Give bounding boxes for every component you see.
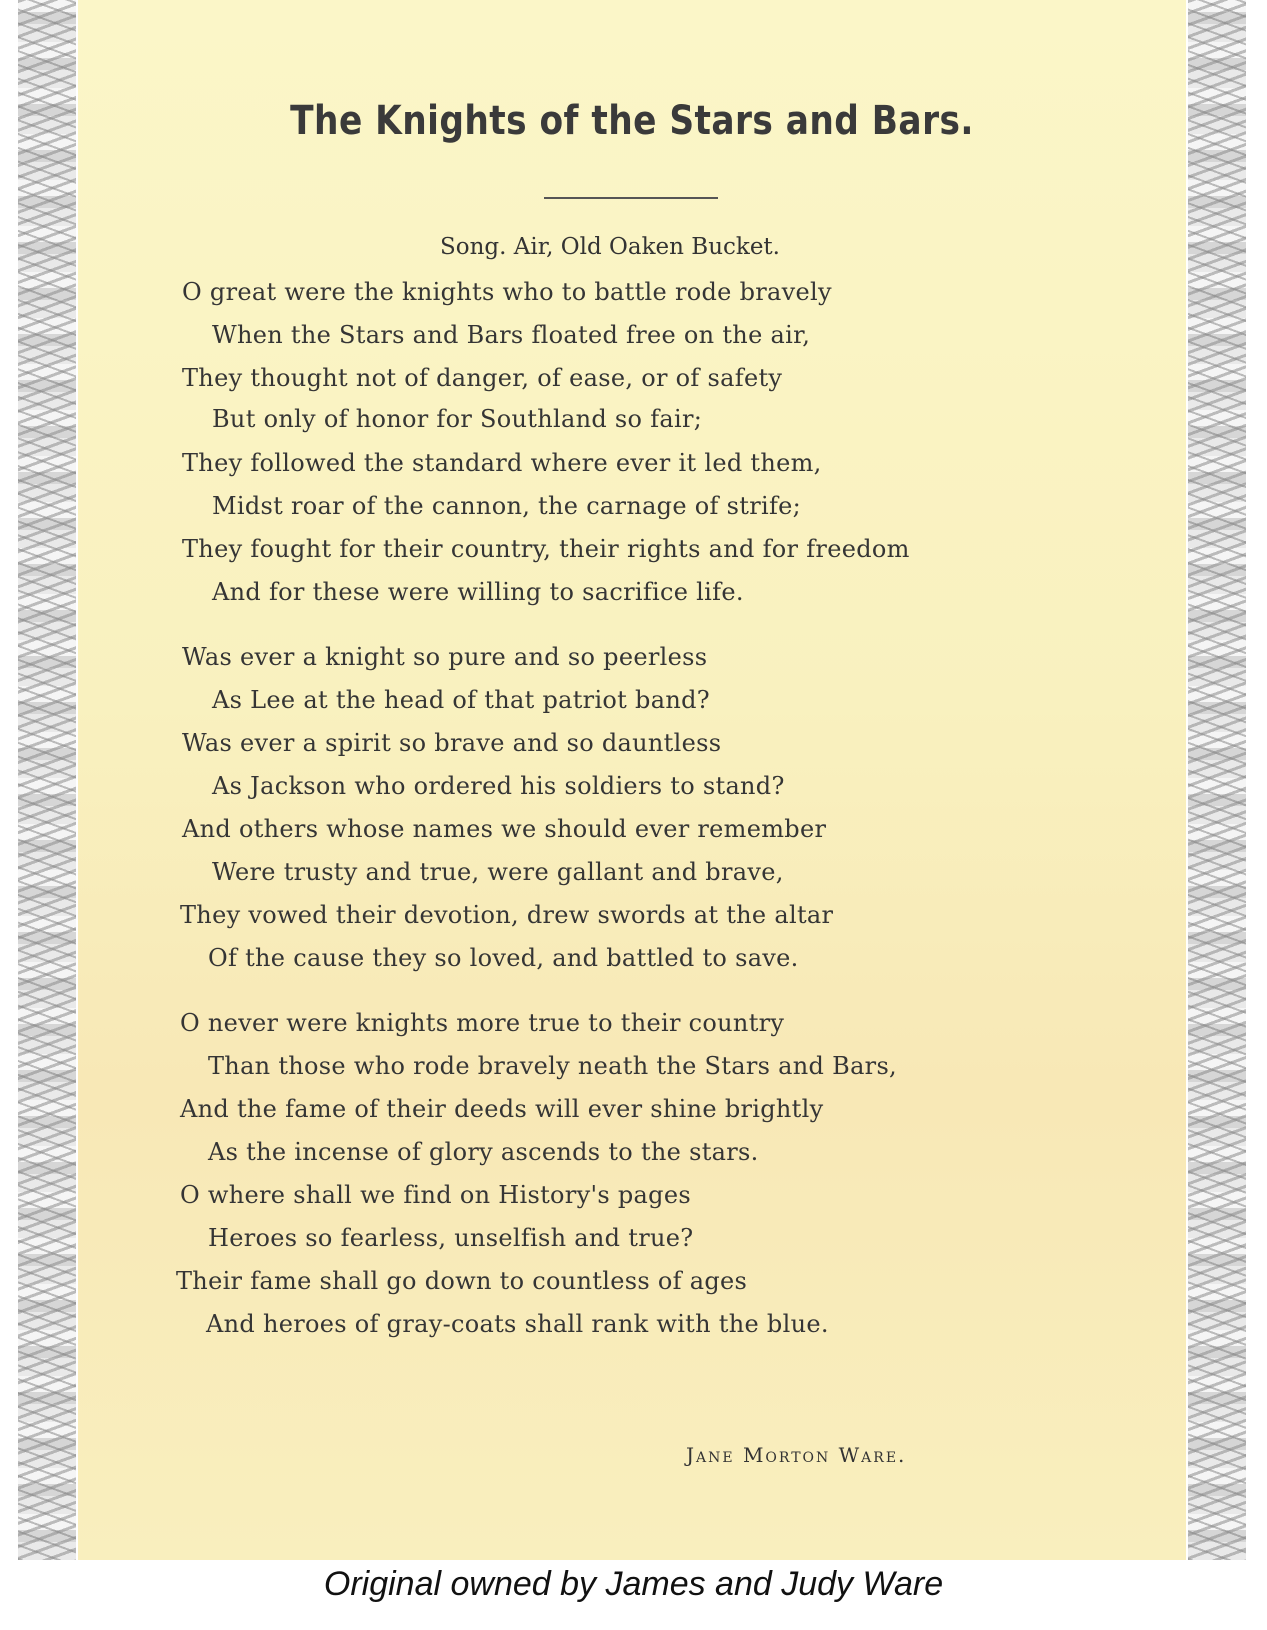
song-subtitle: Song. Air, Old Oaken Bucket.	[439, 234, 780, 260]
title-divider	[544, 197, 718, 199]
verse-line: Their fame shall go down to countless of ages	[176, 1267, 748, 1295]
verse-line: As Lee at the head of that patriot band?	[212, 686, 710, 714]
verse-line: And for these were willing to sacrifice life.	[212, 578, 744, 606]
song-sheet	[78, 0, 1186, 1560]
verse-line: When the Stars and Bars floated free on the air,	[212, 321, 811, 349]
verse-line: And the fame of their deeds will ever shine brightly	[180, 1095, 824, 1123]
author-signature: Jane Morton Ware.	[686, 1443, 907, 1467]
verse-line: Than those who rode bravely neath the Stars and Bars,	[208, 1052, 897, 1080]
verse-line: They followed the standard where ever it led them,	[182, 449, 822, 477]
verse-line: Were trusty and true, were gallant and brave,	[212, 858, 784, 886]
song-title: The Knights of the Stars and Bars.	[290, 98, 974, 144]
decorative-border-right	[1188, 0, 1246, 1560]
verse-line: Heroes so fearless, unselfish and true?	[208, 1224, 694, 1252]
decorative-border-left	[18, 0, 76, 1560]
verse-line: O great were the knights who to battle rode bravely	[182, 278, 832, 306]
verse-line: Midst roar of the cannon, the carnage of strife;	[212, 492, 802, 520]
verse-line: But only of honor for Southland so fair;	[212, 405, 703, 433]
verse-line: And others whose names we should ever remember	[182, 815, 827, 843]
ownership-caption: Original owned by James and Judy Ware	[323, 1565, 944, 1603]
verse-line: O never were knights more true to their country	[180, 1009, 785, 1037]
verse-line: They vowed their devotion, drew swords at the altar	[180, 901, 834, 929]
verse-line: Was ever a spirit so brave and so dauntless	[182, 729, 722, 757]
verse-line: They thought not of danger, of ease, or of safety	[182, 364, 783, 392]
verse-line: As Jackson who ordered his soldiers to stand?	[212, 772, 785, 800]
verse-line: Was ever a knight so pure and so peerless	[182, 643, 708, 671]
verse-line: Of the cause they so loved, and battled to save.	[208, 944, 799, 972]
verse-line: O where shall we find on History's pages	[180, 1181, 691, 1209]
verse-line: They fought for their country, their rights and for freedom	[182, 535, 910, 563]
verse-line: And heroes of gray-coats shall rank with the blue.	[206, 1310, 829, 1338]
verse-line: As the incense of glory ascends to the stars.	[208, 1138, 759, 1166]
